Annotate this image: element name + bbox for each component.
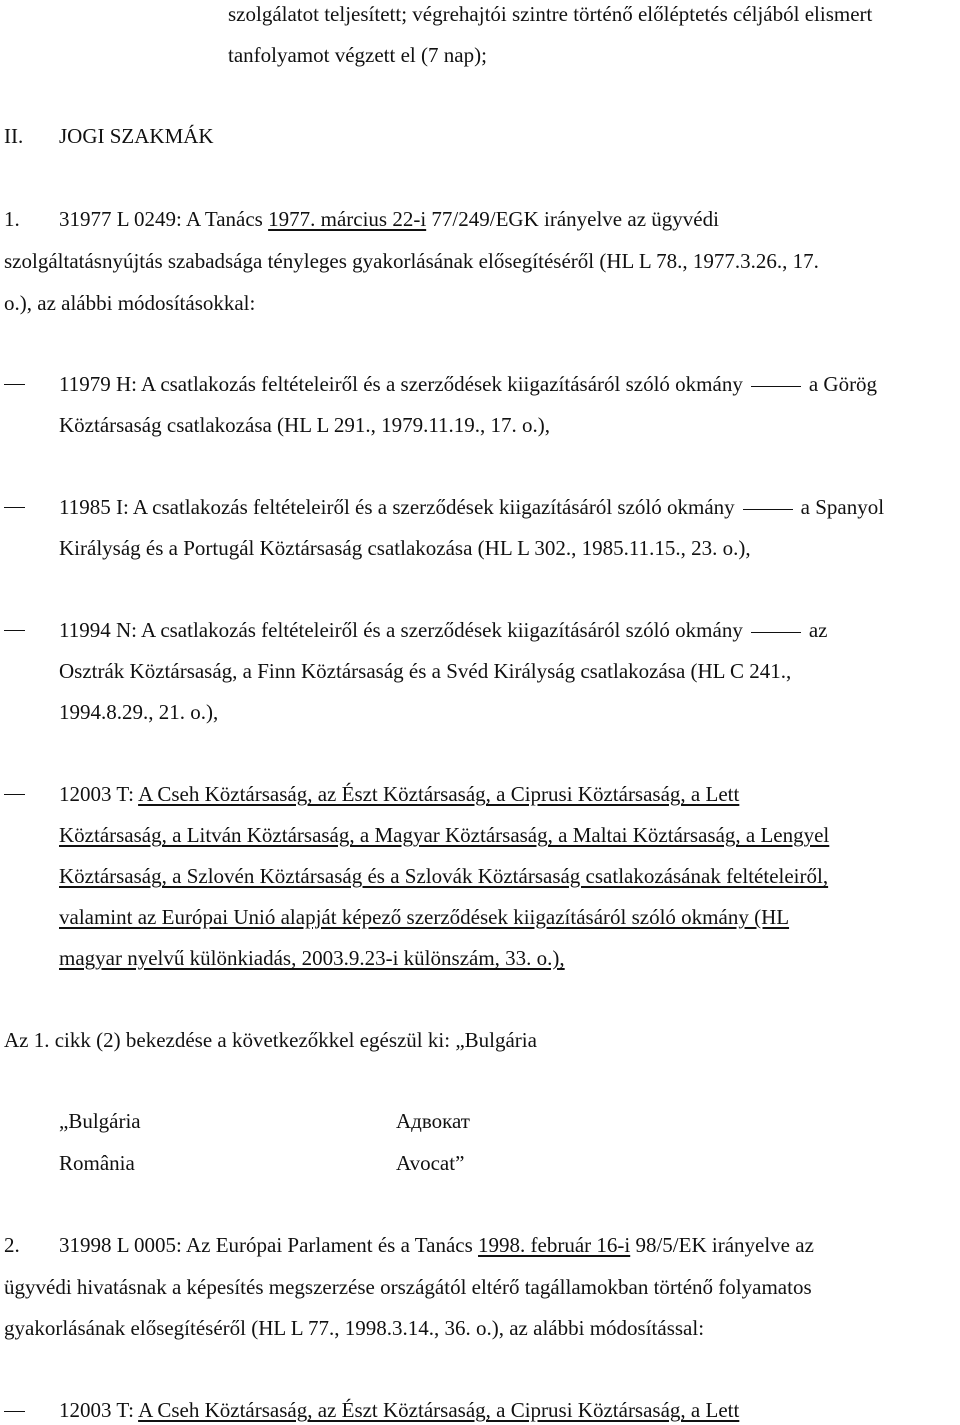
- list-dash: [4, 794, 25, 795]
- list-item-line: 12003 T: A Cseh Köztársaság, az Észt Köztársaság, a Ciprusi Köztársaság, a Lett: [59, 782, 740, 806]
- em-dash: [751, 632, 801, 633]
- table-cell: Avocat”: [396, 1151, 465, 1175]
- section-title: JOGI SZAKMÁK: [59, 124, 214, 148]
- act-link-line[interactable]: Köztársaság, a Szlovén Köztársaság és a Szlovák Köztársaság csatlakozásának feltételeiről,: [59, 864, 829, 888]
- item-text: 31977 L 0249: A Tanács: [59, 207, 263, 231]
- item-number: 2.: [4, 1233, 20, 1257]
- item-number: 1.: [4, 207, 20, 231]
- item-line: o.), az alábbi módosításokkal:: [4, 291, 256, 315]
- act-link[interactable]: A Cseh Köztársaság, az Észt Köztársaság, a Ciprusi Köztársaság, a Lett: [138, 1398, 740, 1422]
- table-cell: România: [59, 1151, 135, 1175]
- em-dash: [743, 509, 793, 510]
- section-number: II.: [4, 124, 24, 148]
- date-link[interactable]: 1977. március 22-i: [268, 207, 427, 231]
- list-dash: [4, 384, 25, 385]
- item-title-line: [59, 207, 719, 231]
- list-item-line: Köztársaság csatlakozása (HL L 291., 1979.11.19., 17. o.),: [59, 413, 551, 437]
- item-line: gyakorlásának elősegítéséről (HL L 77., 1998.3.14., 36. o.), az alábbi módosítással:: [4, 1316, 705, 1340]
- table-cell: „Bulgária: [59, 1109, 141, 1133]
- list-dash: [4, 507, 25, 508]
- list-item-line: 12003 T: A Cseh Köztársaság, az Észt Köztársaság, a Ciprusi Köztársaság, a Lett: [59, 1398, 740, 1422]
- list-item-line: 11994 N: A csatlakozás feltételeiről és a szerződések kiigazításáról szóló okmány az: [59, 618, 828, 642]
- item-text: 77/249/EGK irányelve az ügyvédi: [431, 207, 719, 231]
- article-line: Az 1. cikk (2) bekezdése a következőkkel egészül ki: „Bulgária: [4, 1028, 537, 1052]
- list-dash: [4, 630, 25, 631]
- list-item-line: 1994.8.29., 21. o.),: [59, 700, 219, 724]
- item-line: ügyvédi hivatásnak a képesítés megszerzése országától eltérő tagállamokban történő folyamatos: [4, 1275, 812, 1299]
- list-item-line: Osztrák Köztársaság, a Finn Köztársaság és a Svéd Királyság csatlakozása (HL C 241.,: [59, 659, 792, 683]
- item-line: szolgáltatásnyújtás szabadsága tényleges gyakorlásának elősegítéséről (HL L 78., 1977.3.26., 17.: [4, 249, 819, 273]
- em-dash: [751, 386, 801, 387]
- paragraph-line: szolgálatot teljesített; végrehajtói szintre történő előléptetés céljából elismert: [228, 2, 873, 26]
- list-item-line: Királyság és a Portugál Köztársaság csatlakozása (HL L 302., 1985.11.15., 23. o.),: [59, 536, 751, 560]
- act-link-line[interactable]: Köztársaság, a Litván Köztársaság, a Magyar Köztársaság, a Maltai Köztársaság, a Lengyel: [59, 823, 830, 847]
- item-title-line: 31998 L 0005: Az Európai Parlament és a Tanács 1998. február 16-i 98/5/EK irányelve az: [59, 1233, 814, 1257]
- act-link-line[interactable]: valamint az Európai Unió alapját képező szerződések kiigazításáról szóló okmány (HL: [59, 905, 790, 929]
- list-item-line: 11979 H: A csatlakozás feltételeiről és a szerződések kiigazításáról szóló okmány a Görög: [59, 372, 878, 396]
- list-item-line: 11985 I: A csatlakozás feltételeiről és a szerződések kiigazításáról szóló okmány a Spanyol: [59, 495, 885, 519]
- table-cell: Адвокат: [396, 1109, 470, 1133]
- act-link[interactable]: A Cseh Köztársaság, az Észt Köztársaság, a Ciprusi Köztársaság, a Lett: [138, 782, 740, 806]
- list-dash: [4, 1411, 25, 1412]
- act-link-line[interactable]: magyar nyelvű különkiadás, 2003.9.23-i különszám, 33. o.),: [59, 946, 565, 970]
- paragraph-line: tanfolyamot végzett el (7 nap);: [228, 43, 487, 67]
- date-link[interactable]: 1998. február 16-i: [478, 1233, 631, 1257]
